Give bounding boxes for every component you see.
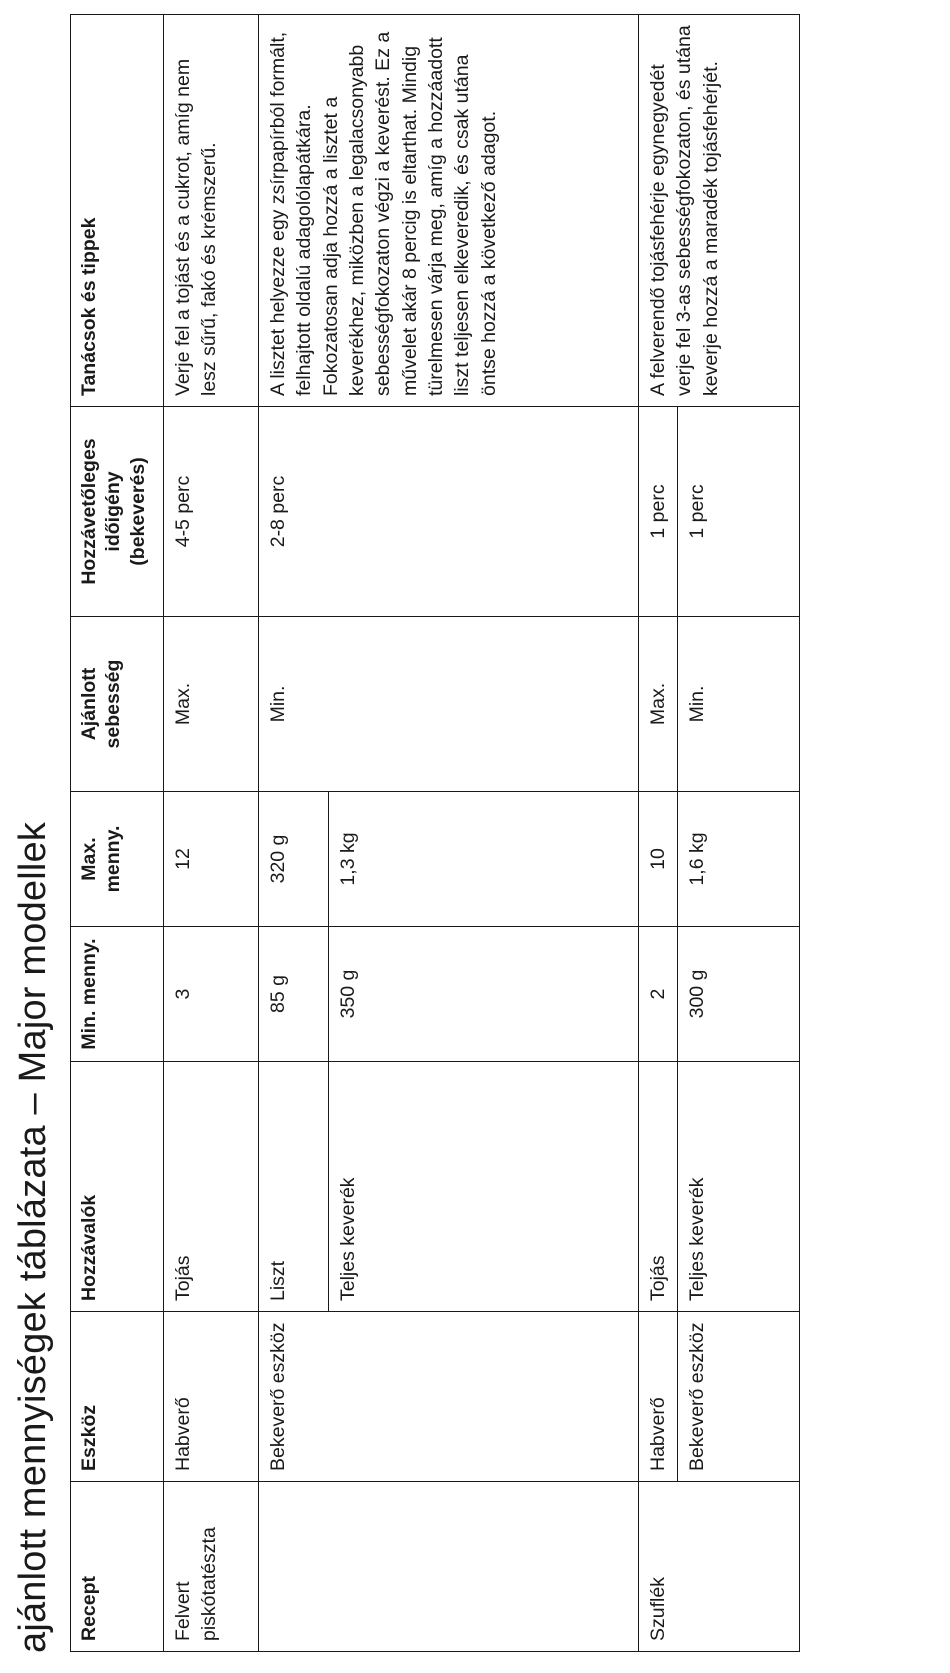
header-recept: Recept: [71, 1482, 164, 1652]
cell-hozzavalok: Liszt: [259, 1062, 329, 1312]
quantities-table: [70, 14, 800, 1652]
cell-max: 320 g: [259, 792, 329, 927]
header-sebesseg: Ajánlott sebesség: [71, 617, 164, 792]
cell-hozzavalok: Teljes keverék: [329, 1062, 639, 1312]
cell-idoigeny: 2-8 perc: [259, 407, 639, 617]
cell-min: 350 g: [329, 927, 639, 1062]
header-eszkoz: Eszköz: [71, 1312, 164, 1482]
header-row: [71, 15, 164, 1652]
header-hozzavalok: Hozzávalók: [71, 1062, 164, 1312]
cell-max: 12: [164, 792, 259, 927]
cell-eszkoz: Habverő: [164, 1312, 259, 1482]
cell-eszkoz-empty: [329, 1312, 639, 1482]
cell-min: 85 g: [259, 927, 329, 1062]
cell-idoigeny: 4-5 perc: [164, 407, 259, 617]
cell-hozzavalok: Tojás: [164, 1062, 259, 1312]
header-tanacsok: Tanácsok és tippek: [71, 15, 164, 407]
header-min: Min. menny.: [71, 927, 164, 1062]
table-row: [639, 15, 678, 1652]
cell-hozzavalok: Tojás: [639, 1062, 678, 1312]
cell-tanacsok: Verje fel a tojást és a cukrot, amíg nem lesz sűrű, fakó és krémszerű.: [164, 15, 259, 407]
header-idoigeny: Hozzávetőleges időigény (bekeverés): [71, 407, 164, 617]
cell-recept: Szuflék: [639, 1482, 678, 1652]
cell-max: 1,6 kg: [678, 792, 800, 927]
header-max: Max. menny.: [71, 792, 164, 927]
cell-eszkoz: Habverő: [639, 1312, 678, 1482]
cell-eszkoz: Bekeverő eszköz: [678, 1312, 800, 1482]
cell-min: 2: [639, 927, 678, 1062]
cell-recept-empty: [678, 1482, 800, 1652]
cell-recept: Felvert piskótatészta: [164, 1482, 259, 1652]
cell-idoigeny: 1 perc: [639, 407, 678, 617]
cell-sebesseg: Max.: [164, 617, 259, 792]
cell-sebesseg: Max.: [639, 617, 678, 792]
cell-idoigeny: 1 perc: [678, 407, 800, 617]
page-title: ajánlott mennyiségek táblázata – Major modellek: [12, 821, 54, 1653]
cell-max: 10: [639, 792, 678, 927]
cell-min: 3: [164, 927, 259, 1062]
cell-recept-empty: [329, 1482, 639, 1652]
cell-recept-empty: [259, 1482, 329, 1652]
cell-sebesseg: Min.: [259, 617, 639, 792]
cell-tanacsok: A lisztet helyezze egy zsírpapírból formált, felhajtott oldalú adagolólapátkára. Fokozatosan adja hozzá a lisztet a keverékhez, miközben a legalacsonyabb sebességfokozaton végzi a keverést. Ez a művelet akár 8 percig is eltarthat. Mindig türelmesen várja meg, amíg a hozzáadott liszt teljesen elkeveredik, és csak utána öntse hozzá a következő adagot.: [259, 15, 639, 407]
cell-tanacsok: A felverendő tojásfehérje egynegyedét verje fel 3-as sebességfokozaton, és utána keverje hozzá a maradék tojásfehérjét.: [639, 15, 800, 407]
cell-min: 300 g: [678, 927, 800, 1062]
table-row: [259, 15, 329, 1652]
cell-eszkoz: Bekeverő eszköz: [259, 1312, 329, 1482]
cell-hozzavalok: Teljes keverék: [678, 1062, 800, 1312]
table-row: [164, 15, 259, 1652]
cell-max: 1,3 kg: [329, 792, 639, 927]
cell-sebesseg: Min.: [678, 617, 800, 792]
